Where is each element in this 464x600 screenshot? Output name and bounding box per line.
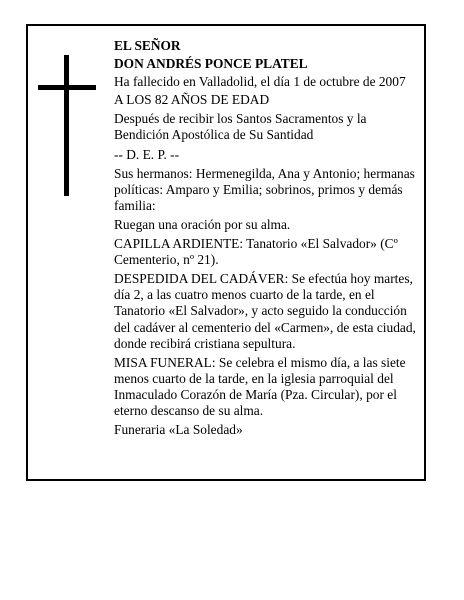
cross-vertical-bar <box>64 55 69 196</box>
deceased-name: DON ANDRÉS PONCE PLATEL <box>114 56 308 72</box>
title-line: EL SEÑOR <box>114 38 181 53</box>
rip-line: -- D. E. P. -- <box>114 146 180 162</box>
obituary-text <box>114 38 419 441</box>
age-line: A LOS 82 AÑOS DE EDAD <box>114 92 270 108</box>
latin-cross-icon <box>38 55 96 196</box>
sacraments-paragraph: Después de recibir los Santos Sacramentos y la Bendición Apostólica de Su Santidad <box>114 111 367 143</box>
prayer-request: Ruegan una oración por su alma. <box>114 216 291 232</box>
farewell-paragraph: DESPEDIDA DEL CADÁVER: Se efectúa hoy martes, día 2, a las cuatro menos cuarto de la tarde, en el Tanatorio «El Salvador», y acto seguido la conducción del cadáver al cementerio del «Carmen», de esta ciudad, donde recibirá cristiana sepultura. <box>114 271 416 351</box>
funeral-home: Funeraria «La Soledad» <box>114 422 243 438</box>
family-paragraph: Sus hermanos: Hermenegilda, Ana y Antonio; hermanas políticas: Amparo y Emilia; sobrinos, primos y demás familia: <box>114 165 415 213</box>
death-line: Ha fallecido en Valladolid, el día 1 de octubre de 2007 <box>114 74 406 90</box>
funeral-mass-paragraph: MISA FUNERAL: Se celebra el mismo día, a las siete menos cuarto de la tarde, en la iglesia parroquial del Inmaculado Corazón de María (Pza. Circular), por el eterno descanso de su alma. <box>114 354 406 418</box>
cross-horizontal-bar <box>38 85 96 90</box>
chapel-paragraph: CAPILLA ARDIENTE: Tanatorio «El Salvador» (Cº Cementerio, nº 21). <box>114 236 398 268</box>
